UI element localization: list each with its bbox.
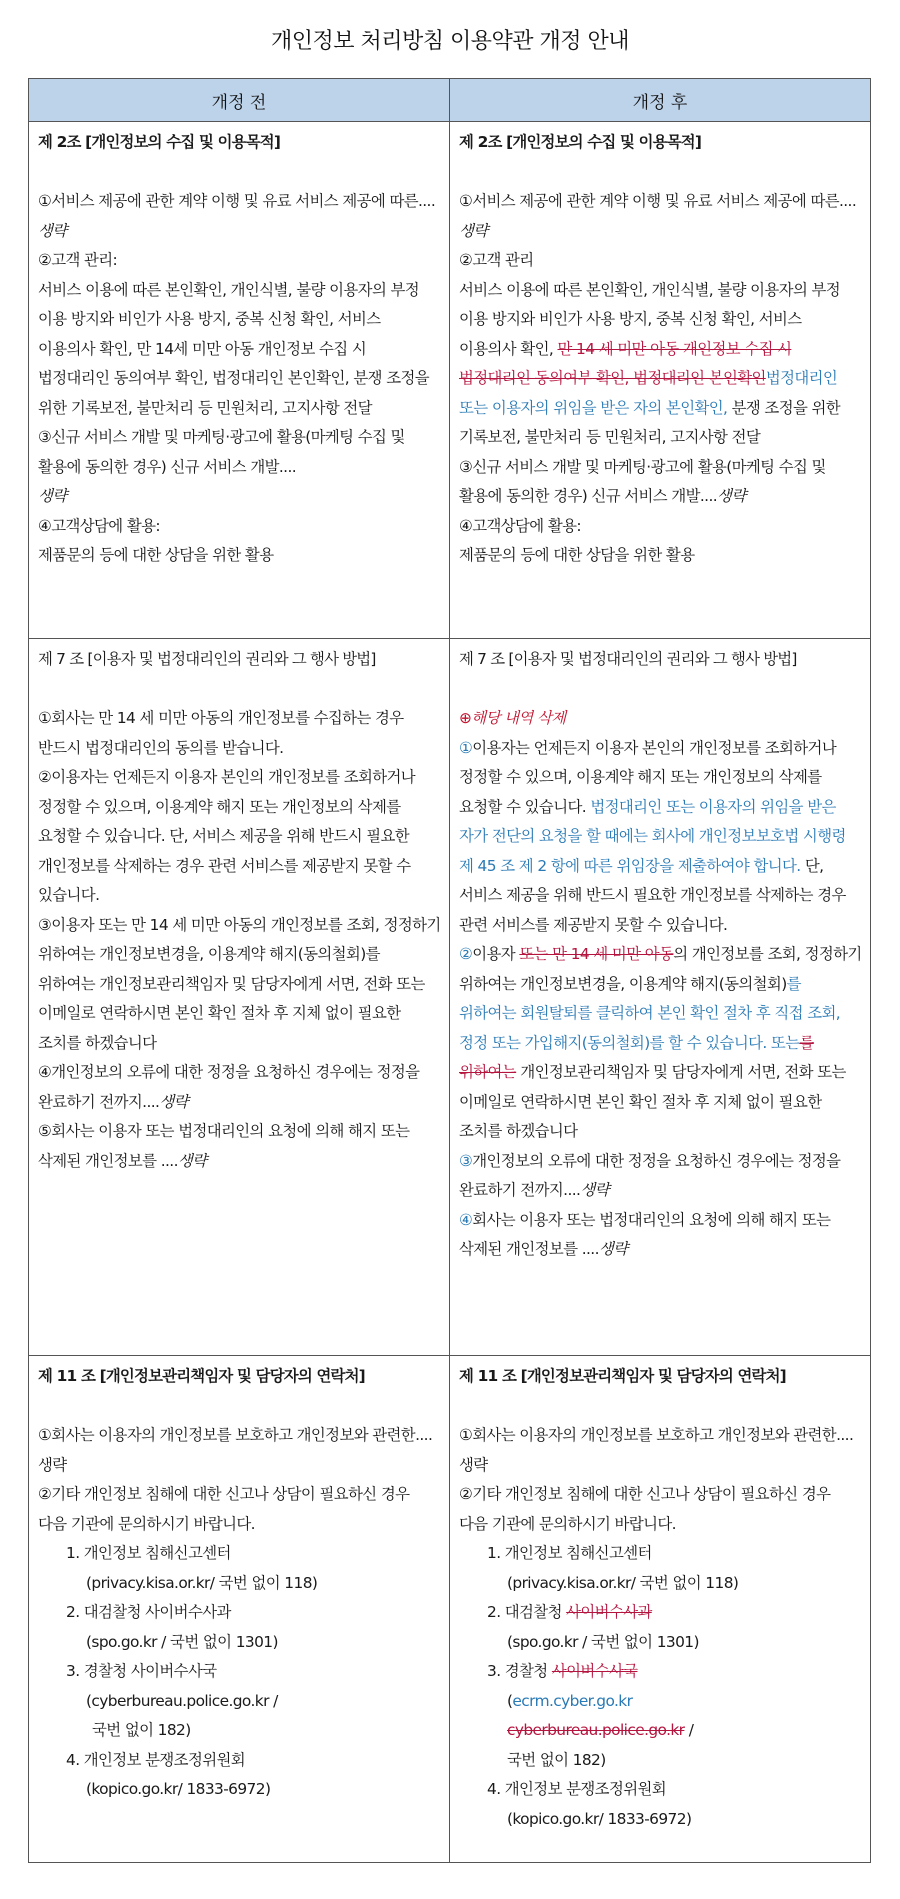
deleted-text: cyberbureau.police.go.kr: [507, 1721, 685, 1739]
article-7-before-cell: [29, 639, 450, 1356]
inserted-text: 법정대리인 또는 이용자의 위임을 받은 자가 전단의 요청을 할 때에는 회사에 개인정보보호법 시행령 제 45 조 제 2 항에 따른 위임장을 제출하여야 합니다.: [459, 797, 846, 875]
deleted-text: 사이버수사국: [551, 1662, 638, 1680]
article-11-before-cell: [29, 1356, 450, 1863]
clause-2: ②이용자는 언제든지 이용자 본인의 개인정보를 조회하거나 정정할 수 있으며, 이용계약 해지 또는 개인정보의 삭제를 요청할 수 있습니다. 단, 서비스 제공을 위해 반드시 필요한 개인정보를 삭제하는 경우 관련 서비스를 제공받지 못할 수 있습니다.: [38, 768, 416, 904]
table-header-row: [29, 79, 871, 122]
clause-1: ①서비스 제공에 관한 계약 이행 및 유료 서비스 제공에 따른....생략: [459, 192, 857, 240]
article-heading: 제 11 조 [개인정보관리책임자 및 담당자의 연락처]: [459, 1367, 786, 1385]
clause-2: ②이용자 또는 만 14 세 미만 아동의 개인정보를 조회, 정정하기 위하여는 개인정보변경을, 이용계약 해지(동의철회)를 위하여는 회원탈퇴를 클릭하여 본인 확인 절차 후 직접 조회, 정정 또는 가입해지(동의철회)를 할 수 있습니다. 또는를 위하여는 개인정보관리책임자 및 담당자에게 서면, 전화 또는 이메일로 연락하시면 본인 확인 절차 후 지체 없이 필요한 조치를 하겠습니다: [459, 945, 862, 1140]
agency-name: 4. 개인정보 분쟁조정위원회: [487, 1780, 667, 1798]
clause-3: ③이용자 또는 만 14 세 미만 아동의 개인정보를 조회, 정정하기 위하여는 개인정보변경을, 이용계약 해지(동의철회)를 위하여는 개인정보관리책임자 및 담당자에게 서면, 전화 또는 이메일로 연락하시면 본인 확인 절차 후 지체 없이 필요한 조치를 하겠습니다: [38, 915, 441, 1052]
clause-1: ①회사는 이용자의 개인정보를 보호하고 개인정보와 관련한....생략: [38, 1426, 433, 1474]
clause-3: ③신규 서비스 개발 및 마케팅·광고에 활용(마케팅 수집 및 활용에 동의한 경우) 신규 서비스 개발....생략: [459, 457, 826, 505]
clause-2-label: ②고객 관리:: [38, 251, 118, 269]
clause-4-body: 제품문의 등에 대한 상담을 위한 활용: [38, 546, 274, 564]
clause-4-body: 제품문의 등에 대한 상담을 위한 활용: [459, 546, 695, 564]
column-header-before: 개정 전: [29, 79, 450, 122]
clause-4-label: ④고객상담에 활용:: [459, 516, 581, 535]
agency-contact: (privacy.kisa.or.kr/ 국번 없이 118): [86, 1573, 318, 1592]
clause-3: ③신규 서비스 개발 및 마케팅·광고에 활용(마케팅 수집 및 활용에 동의한 경우) 신규 서비스 개발.... 생략: [38, 428, 405, 505]
table-row-article-2: [29, 122, 871, 639]
agency-name: 2. 대검찰청 사이버수사과: [487, 1603, 652, 1621]
clause-2: ②기타 개인정보 침해에 대한 신고나 상담이 필요하신 경우 다음 기관에 문의하시기 바랍니다.: [459, 1485, 831, 1533]
agency-name: 1. 개인정보 침해신고센터: [487, 1544, 652, 1562]
clause-4: ④개인정보의 오류에 대한 정정을 요청하신 경우에는 정정을 완료하기 전까지....생략: [38, 1063, 420, 1111]
table-row-article-7: [29, 639, 871, 1356]
clause-2-label: ②고객 관리: [459, 251, 534, 269]
article-heading: 제 2조 [개인정보의 수집 및 이용목적]: [459, 133, 702, 151]
inserted-text: 법정대리인 또는 이용자의 위임을 받은 자의 본인확인,: [459, 369, 838, 417]
agency-contact: 국번 없이 182): [92, 1721, 191, 1739]
agency-name: 4. 개인정보 분쟁조정위원회: [66, 1750, 246, 1769]
table-row-article-11: [29, 1356, 871, 1863]
agency-list: [459, 1539, 862, 1834]
agency-contact: (kopico.go.kr/ 1833-6972): [507, 1809, 692, 1828]
agency-name: 3. 경찰청 사이버수사국: [66, 1662, 217, 1680]
clause-1: ①서비스 제공에 관한 계약 이행 및 유료 서비스 제공에 따른....생략: [38, 192, 436, 240]
article-heading: 제 11 조 [개인정보관리책임자 및 담당자의 연락처]: [38, 1367, 365, 1385]
deleted-text: 사이버수사과: [566, 1603, 652, 1621]
clause-1: ①이용자는 언제든지 이용자 본인의 개인정보를 조회하거나 정정할 수 있으며, 이용계약 해지 또는 개인정보의 삭제를 요청할 수 있습니다. 법정대리인 또는 이용자의 위임을 받은 자가 전단의 요청을 할 때에는 회사에 개인정보보호법 시행령 제 45 조 제 2 항에 따른 위임장을 제출하여야 합니다. 단, 서비스 제공을 위해 반드시 필요한 개인정보를 삭제하는 경우 관련 서비스를 제공받지 못할 수 있습니다.: [459, 738, 846, 934]
clause-2-body: 서비스 이용에 따른 본인확인, 개인식별, 불량 이용자의 부정 이용 방지와 비인가 사용 방지, 중복 신청 확인, 서비스 이용의사 확인, 만 14 세 미만 아동 개인정보 수집 시 법정대리인 동의여부 확인, 법정대리인 본인확인법정대리인 또는 이용자의 위임을 받은 자의 본인확인, 분쟁 조정을 위한 기록보전, 불만처리 등 민원처리, 고지사항 전달: [459, 280, 841, 446]
article-2-after-cell: [450, 122, 871, 639]
comparison-table: [28, 78, 871, 1863]
clause-4-label: ④고객상담에 활용:: [38, 516, 160, 535]
page-title: 개인정보 처리방침 이용약관 개정 안내: [270, 29, 629, 54]
column-header-after: 개정 후: [450, 79, 871, 122]
clause-2-body: 서비스 이용에 따른 본인확인, 개인식별, 불량 이용자의 부정 이용 방지와 비인가 사용 방지, 중복 신청 확인, 서비스 이용의사 확인, 만 14세 미만 아동 개인정보 수집 시 법정대리인 동의여부 확인, 법정대리인 본인확인, 분쟁 조정을 위한 기록보전, 불만처리 등 민원처리, 고지사항 전달: [38, 280, 430, 417]
inserted-text: 를 위하여는 회원탈퇴를 클릭하여 본인 확인 절차 후 직접 조회, 정정 또는 가입해지(동의철회)를 할 수 있습니다. 또는: [459, 974, 841, 1052]
agency-list: [38, 1539, 441, 1805]
inserted-text: ecrm.cyber.go.kr: [512, 1691, 633, 1710]
deletion-note: ⊕해당 내역 삭제: [459, 709, 566, 727]
clause-2: ②기타 개인정보 침해에 대한 신고나 상담이 필요하신 경우 다음 기관에 문의하시기 바랍니다.: [38, 1485, 410, 1533]
agency-contact: (kopico.go.kr/ 1833-6972): [86, 1780, 271, 1798]
article-7-after-cell: [450, 639, 871, 1356]
agency-name: 1. 개인정보 침해신고센터: [66, 1544, 231, 1562]
clause-5: ⑤회사는 이용자 또는 법정대리인의 요청에 의해 해지 또는 삭제된 개인정보를 ....생략: [38, 1122, 410, 1170]
agency-name: 2. 대검찰청 사이버수사과: [66, 1603, 231, 1621]
agency-contact: (ecrm.cyber.go.kr: [507, 1691, 633, 1710]
article-2-before-cell: [29, 122, 450, 639]
clause-1: ①회사는 이용자의 개인정보를 보호하고 개인정보와 관련한....생략: [459, 1426, 854, 1474]
agency-contact: (privacy.kisa.or.kr/ 국번 없이 118): [507, 1573, 739, 1592]
clause-1: ①회사는 만 14 세 미만 아동의 개인정보를 수집하는 경우 반드시 법정대리인의 동의를 받습니다.: [38, 709, 404, 757]
article-heading: 제 7 조 [이용자 및 법정대리인의 권리와 그 행사 방법]: [459, 650, 797, 668]
clause-4: ④회사는 이용자 또는 법정대리인의 요청에 의해 해지 또는 삭제된 개인정보를 ....생략: [459, 1210, 831, 1258]
article-heading: 제 2조 [개인정보의 수집 및 이용목적]: [38, 133, 281, 151]
deleted-text: 만 14 세 미만 아동 개인정보 수집 시 법정대리인 동의여부 확인, 법정대리인 본인확인: [459, 339, 792, 387]
deleted-text: 또는 만 14 세 미만 아동: [519, 945, 674, 963]
agency-contact: 국번 없이 182): [507, 1750, 606, 1769]
agency-name: 3. 경찰청 사이버수사국: [487, 1662, 638, 1680]
article-heading: 제 7 조 [이용자 및 법정대리인의 권리와 그 행사 방법]: [38, 650, 376, 668]
article-11-after-cell: [450, 1356, 871, 1863]
agency-contact: (spo.go.kr / 국번 없이 1301): [86, 1632, 278, 1651]
agency-contact: (spo.go.kr / 국번 없이 1301): [507, 1632, 699, 1651]
agency-contact: (cyberbureau.police.go.kr /: [86, 1691, 278, 1710]
deleted-text: 를 위하여는: [459, 1033, 814, 1081]
clause-3: ③개인정보의 오류에 대한 정정을 요청하신 경우에는 정정을 완료하기 전까지....생략: [459, 1151, 841, 1199]
agency-contact: cyberbureau.police.go.kr /: [507, 1721, 694, 1739]
